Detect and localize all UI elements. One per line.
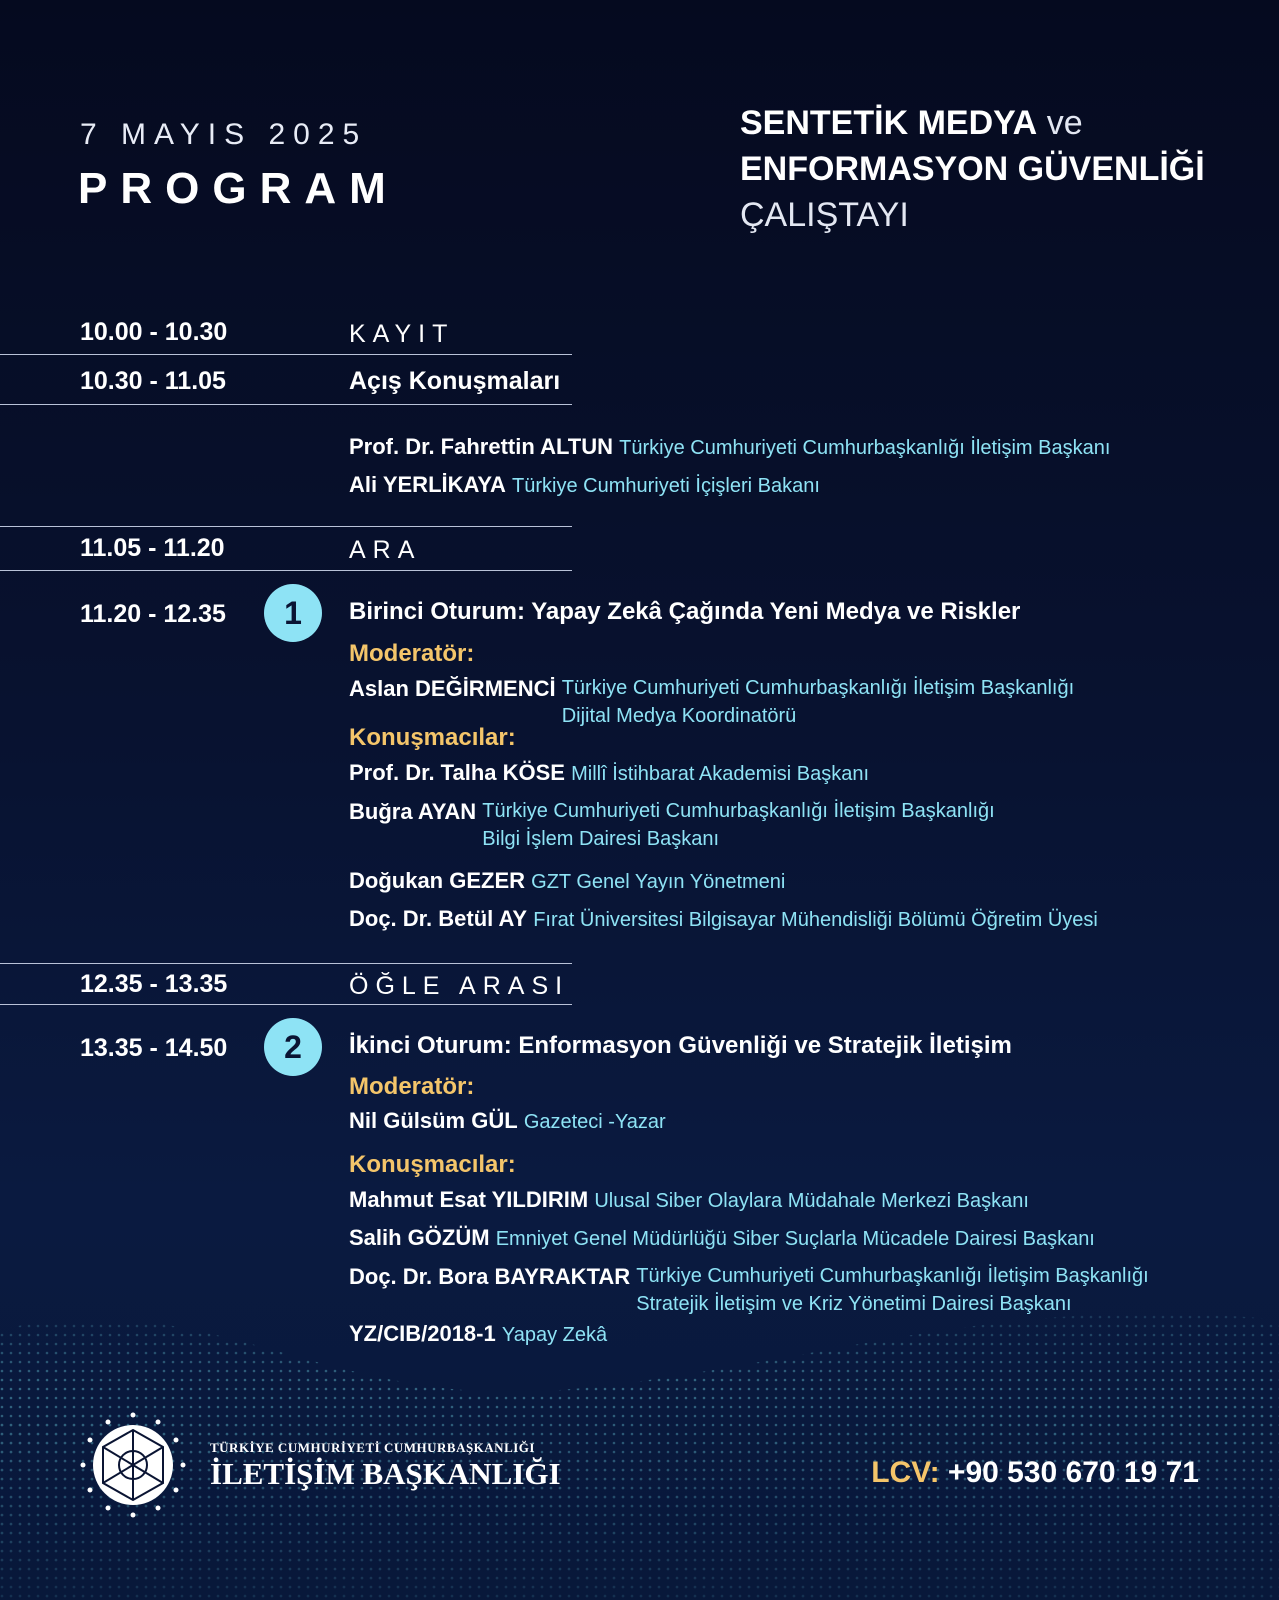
session-title: Birinci Oturum: Yapay Zekâ Çağında Yeni Medya ve Riskler (349, 598, 1021, 625)
emblem-icon (78, 1410, 188, 1520)
speaker-name: Salih GÖZÜM (349, 1225, 490, 1250)
institution-name: İLETİŞİM BAŞKANLIĞI (210, 1456, 561, 1491)
title-line3: ÇALIŞTAYI (740, 196, 909, 234)
session-number-badge: 2 (264, 1018, 322, 1076)
speaker-name: Mahmut Esat YILDIRIM (349, 1187, 589, 1212)
speaker-row (349, 1185, 1029, 1216)
moderator-row (349, 674, 1074, 730)
moderator-row (349, 1106, 666, 1137)
speaker-name: Doç. Dr. Betül AY (349, 906, 528, 931)
moderator-name: Nil Gülsüm GÜL (349, 1108, 518, 1133)
speaker-row (349, 1223, 1095, 1254)
role-line: Türkiye Cumhuriyeti Cumhurbaşkanlığı İletişim Başkanlığı (482, 800, 995, 822)
divider (0, 963, 572, 964)
lcv-label: LCV: (871, 1456, 940, 1489)
title-line2: ENFORMASYON GÜVENLİĞİ (740, 150, 1205, 188)
role-line: Bilgi İşlem Dairesi Başkanı (482, 828, 720, 850)
title-line1: SENTETİK MEDYA (740, 104, 1038, 142)
moderator-role: Gazeteci -Yazar (523, 1111, 666, 1133)
lcv-contact (871, 1456, 1199, 1490)
speaker-name: Prof. Dr. Talha KÖSE (349, 760, 565, 785)
speaker-row (349, 866, 785, 897)
slot-label-kayit: KAYIT (349, 320, 455, 348)
speaker-name: Buğra AYAN (349, 799, 477, 824)
speaker-role: Yapay Zekâ (501, 1324, 608, 1346)
moderator-label: Moderatör: (349, 1073, 475, 1100)
speaker-name: Ali YERLİKAYA (349, 472, 506, 497)
speaker-row (349, 797, 995, 853)
moderator-label: Moderatör: (349, 640, 475, 667)
slot-time-oturum2: 13.35 - 14.50 (80, 1034, 228, 1062)
speaker-role: Millî İstihbarat Akademisi Başkanı (571, 763, 870, 785)
divider (0, 354, 572, 355)
session-title: İkinci Oturum: Enformasyon Güvenliği ve Stratejik İletişim (349, 1032, 1012, 1059)
moderator-name: Aslan DEĞİRMENCİ (349, 676, 556, 701)
speaker-role: Fırat Üniversitesi Bilgisayar Mühendisliği Bölümü Öğretim Üyesi (533, 909, 1098, 931)
speaker-role (482, 797, 994, 853)
lcv-phone[interactable]: +90 530 670 19 71 (947, 1456, 1199, 1489)
speaker-row (349, 904, 1098, 935)
divider (0, 1004, 572, 1005)
role-line: Dijital Medya Koordinatörü (561, 705, 797, 727)
moderator-role (562, 674, 1074, 730)
slot-time-ogle: 12.35 - 13.35 (80, 970, 228, 998)
divider (0, 404, 572, 405)
slot-label-ara: ARA (349, 536, 422, 564)
speakers-label: Konuşmacılar: (349, 1151, 516, 1178)
role-line: Stratejik İletişim ve Kriz Yönetimi Dairesi Başkanı (636, 1293, 1072, 1315)
slot-label-acis: Açış Konuşmaları (349, 367, 561, 395)
slot-time-acis: 10.30 - 11.05 (80, 367, 226, 395)
speaker-row (349, 1319, 607, 1350)
speaker-name: YZ/CIB/2018-1 (349, 1321, 496, 1346)
speaker-role: Ulusal Siber Olaylara Müdahale Merkezi Başkanı (594, 1190, 1029, 1212)
slot-time-ara: 11.05 - 11.20 (80, 534, 225, 562)
speaker-name: Doğukan GEZER (349, 868, 526, 893)
institution-subtitle: TÜRKİYE CUMHURİYETİ CUMHURBAŞKANLIĞI (210, 1440, 535, 1455)
title-connector: ve (1046, 104, 1083, 142)
speaker-role: Türkiye Cumhuriyeti Cumhurbaşkanlığı İletişim Başkanı (619, 437, 1111, 459)
slot-label-ogle: ÖĞLE ARASI (349, 972, 570, 1000)
speaker-role (636, 1262, 1148, 1318)
speaker-name: Prof. Dr. Fahrettin ALTUN (349, 434, 613, 459)
role-line: Türkiye Cumhuriyeti Cumhurbaşkanlığı İletişim Başkanlığı (636, 1265, 1149, 1287)
speaker-row (349, 470, 820, 501)
speaker-role: GZT Genel Yayın Yönetmeni (531, 871, 786, 893)
slot-time-kayit: 10.00 - 10.30 (80, 318, 228, 346)
program-heading: PROGRAM (78, 164, 399, 213)
speaker-row (349, 758, 869, 789)
event-date: 7 MAYIS 2025 (80, 118, 368, 151)
event-title (740, 100, 1260, 238)
divider (0, 526, 572, 527)
speakers-label: Konuşmacılar: (349, 724, 516, 751)
divider (0, 570, 572, 571)
speaker-row (349, 432, 1110, 463)
dotted-wave-decoration (0, 1270, 1279, 1600)
slot-time-oturum1: 11.20 - 12.35 (80, 600, 226, 628)
speaker-role: Türkiye Cumhuriyeti İçişleri Bakanı (512, 475, 820, 497)
speaker-name: Doç. Dr. Bora BAYRAKTAR (349, 1264, 631, 1289)
role-line: Türkiye Cumhuriyeti Cumhurbaşkanlığı İletişim Başkanlığı (561, 677, 1075, 699)
speaker-role: Emniyet Genel Müdürlüğü Siber Suçlarla Mücadele Dairesi Başkanı (495, 1228, 1095, 1250)
session-number-badge: 1 (264, 584, 322, 642)
speaker-row (349, 1262, 1149, 1318)
